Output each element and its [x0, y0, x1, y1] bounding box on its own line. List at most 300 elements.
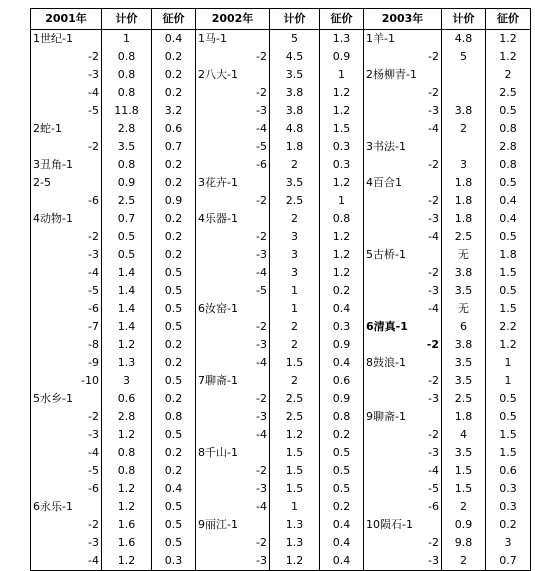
- item-name-2003: 6清真-1: [364, 318, 442, 336]
- item-name-2002: -4: [196, 426, 270, 444]
- item-name-2001: 3丑角-1: [31, 156, 102, 174]
- levy-2003: 1.2: [486, 48, 531, 66]
- item-name-2001: 1世纪-1: [31, 30, 102, 49]
- levy-2002: 0.5: [320, 462, 364, 480]
- levy-2003: 0.8: [486, 156, 531, 174]
- levy-2001: 0.5: [152, 282, 196, 300]
- levy-2002: 0.9: [320, 48, 364, 66]
- item-name-2003: -2: [364, 426, 442, 444]
- price-2003: 3.8: [442, 264, 486, 282]
- price-2002: 1.5: [270, 462, 320, 480]
- levy-2003: 1.5: [486, 264, 531, 282]
- price-2001: 2.8: [102, 408, 152, 426]
- item-name-2003: -2: [364, 156, 442, 174]
- price-2003: 1.5: [442, 462, 486, 480]
- year-2003-header: 2003年: [364, 9, 442, 30]
- levy-2002: 1.2: [320, 102, 364, 120]
- item-name-2002: -2: [196, 462, 270, 480]
- item-name-2001: 2蛇-1: [31, 120, 102, 138]
- price-2002: 2.5: [270, 390, 320, 408]
- table-row: [31, 372, 531, 390]
- levy-2002: 0.4: [320, 354, 364, 372]
- price-2003: 1.8: [442, 408, 486, 426]
- item-name-2002: 7聊斋-1: [196, 372, 270, 390]
- item-name-2001: -4: [31, 444, 102, 462]
- levy-2003: 1: [486, 372, 531, 390]
- price-2001: 0.5: [102, 246, 152, 264]
- table-row: [31, 300, 531, 318]
- price-2003: 9.8: [442, 534, 486, 552]
- price-2003: 3.5: [442, 354, 486, 372]
- levy-2001: 0.2: [152, 66, 196, 84]
- price-2002: 1: [270, 498, 320, 516]
- item-name-2001: 4动物-1: [31, 210, 102, 228]
- table-row: [31, 120, 531, 138]
- table-row: [31, 462, 531, 480]
- levy-2002: 0.9: [320, 336, 364, 354]
- item-name-2002: -2: [196, 390, 270, 408]
- item-name-2002: 2八大-1: [196, 66, 270, 84]
- price-2003: 3.5: [442, 372, 486, 390]
- item-name-2002: -2: [196, 318, 270, 336]
- levy-2002: 1: [320, 66, 364, 84]
- item-name-2002: -2: [196, 228, 270, 246]
- levy-2002: 1.2: [320, 84, 364, 102]
- levy-2001: 0.2: [152, 84, 196, 102]
- levy-2001: 0.5: [152, 516, 196, 534]
- item-name-2001: 5水乡-1: [31, 390, 102, 408]
- item-name-2003: -3: [364, 210, 442, 228]
- table-row: [31, 138, 531, 156]
- levy-2002: 0.4: [320, 516, 364, 534]
- price-2002: 1.2: [270, 426, 320, 444]
- item-name-2001: -2: [31, 516, 102, 534]
- table-row: [31, 30, 531, 49]
- levy-2002: 1.3: [320, 30, 364, 49]
- item-name-2001: -6: [31, 192, 102, 210]
- levy-2003: 0.4: [486, 192, 531, 210]
- item-name-2002: 8千山-1: [196, 444, 270, 462]
- levy-2002: 0.2: [320, 498, 364, 516]
- item-name-2003: -2: [364, 192, 442, 210]
- price-2002: 4.8: [270, 120, 320, 138]
- levy-2002: 1: [320, 192, 364, 210]
- price-2003: [442, 84, 486, 102]
- levy-2002: 0.5: [320, 444, 364, 462]
- item-name-2003: 8鼓浪-1: [364, 354, 442, 372]
- levy-2003: 0.6: [486, 462, 531, 480]
- price-2002: 1.5: [270, 354, 320, 372]
- table-row: [31, 156, 531, 174]
- item-name-2002: -4: [196, 498, 270, 516]
- levy-2003: 1.2: [486, 30, 531, 49]
- price-2003: 3.8: [442, 102, 486, 120]
- table-row: [31, 390, 531, 408]
- item-name-2003: -2: [364, 264, 442, 282]
- table-row: [31, 444, 531, 462]
- price-2003: 1.8: [442, 210, 486, 228]
- price-2001: 0.6: [102, 390, 152, 408]
- price-2002: 1: [270, 282, 320, 300]
- price-2001: 11.8: [102, 102, 152, 120]
- levy-2002: 0.4: [320, 534, 364, 552]
- price-2002: 3.5: [270, 66, 320, 84]
- levy-2001: 0.5: [152, 498, 196, 516]
- item-name-2003: 5古桥-1: [364, 246, 442, 264]
- item-name-2003: -3: [364, 102, 442, 120]
- levy-2003: 2.8: [486, 138, 531, 156]
- levy-2001: 0.2: [152, 174, 196, 192]
- price-2002: 2.5: [270, 192, 320, 210]
- item-name-2003: -6: [364, 498, 442, 516]
- table-row: [31, 408, 531, 426]
- levy-2001: 0.4: [152, 480, 196, 498]
- levy-2001: 0.2: [152, 390, 196, 408]
- item-name-2001: -4: [31, 552, 102, 571]
- levy-2003: 0.5: [486, 174, 531, 192]
- price-2003: 无: [442, 246, 486, 264]
- item-name-2002: 6汝窑-1: [196, 300, 270, 318]
- price-2001: 1.6: [102, 516, 152, 534]
- levy-2003: 2.2: [486, 318, 531, 336]
- price-2001: 1.2: [102, 426, 152, 444]
- year-2002-header: 2002年: [196, 9, 270, 30]
- levy-2003: 0.5: [486, 282, 531, 300]
- levy-2001: 3.2: [152, 102, 196, 120]
- price-2002: 1: [270, 300, 320, 318]
- table-row: [31, 192, 531, 210]
- levy-2003: 0.5: [486, 228, 531, 246]
- levy-2002: 0.3: [320, 156, 364, 174]
- levy-2001: 0.5: [152, 318, 196, 336]
- price-2003: 2: [442, 120, 486, 138]
- item-name-2003: -3: [364, 552, 442, 571]
- levy-2003: 1: [486, 354, 531, 372]
- item-name-2003: 9聊斋-1: [364, 408, 442, 426]
- table-row: [31, 516, 531, 534]
- item-name-2001: -3: [31, 534, 102, 552]
- price-2001: 3.5: [102, 138, 152, 156]
- price-2002: 1.3: [270, 534, 320, 552]
- table-row: [31, 174, 531, 192]
- levy-2001: 0.2: [152, 444, 196, 462]
- price-2003: 2.5: [442, 390, 486, 408]
- price-2002: 2.5: [270, 408, 320, 426]
- levy-2003: 0.2: [486, 516, 531, 534]
- price-2001: 0.8: [102, 156, 152, 174]
- price-2001: 0.8: [102, 444, 152, 462]
- levy-2003: 1.5: [486, 444, 531, 462]
- item-name-2002: 3花卉-1: [196, 174, 270, 192]
- table-row: [31, 480, 531, 498]
- levy-2003: 2.5: [486, 84, 531, 102]
- levy-2002: 0.8: [320, 408, 364, 426]
- item-name-2003: 4百合1: [364, 174, 442, 192]
- item-name-2003: -2: [364, 372, 442, 390]
- price-2001: 1: [102, 30, 152, 49]
- table-row: [31, 48, 531, 66]
- levy-2001: 0.8: [152, 408, 196, 426]
- levy-2001: 0.2: [152, 156, 196, 174]
- item-name-2002: -3: [196, 408, 270, 426]
- table-row: [31, 84, 531, 102]
- price-2001: 1.3: [102, 354, 152, 372]
- price-2001: 0.7: [102, 210, 152, 228]
- levy-2001: 0.2: [152, 336, 196, 354]
- item-name-2002: -5: [196, 138, 270, 156]
- levy-2003: 1.5: [486, 426, 531, 444]
- levy-2003: 3: [486, 534, 531, 552]
- price-2003: 3.5: [442, 444, 486, 462]
- price-2002: 2: [270, 210, 320, 228]
- price-2003: 2: [442, 552, 486, 571]
- price-2001: 2.5: [102, 192, 152, 210]
- header-row: [31, 9, 531, 30]
- price-2001: 1.4: [102, 282, 152, 300]
- levy-2002: 0.4: [320, 552, 364, 571]
- price-2001: 1.2: [102, 552, 152, 571]
- item-name-2003: -3: [364, 282, 442, 300]
- item-name-2001: -6: [31, 300, 102, 318]
- item-name-2002: 9丽江-1: [196, 516, 270, 534]
- levy-2002-header: 征价: [320, 9, 364, 30]
- levy-2002: 1.2: [320, 174, 364, 192]
- levy-2001: 0.5: [152, 300, 196, 318]
- price-2001: 0.8: [102, 462, 152, 480]
- levy-2002: 0.3: [320, 138, 364, 156]
- price-2003: [442, 66, 486, 84]
- item-name-2001: -2: [31, 408, 102, 426]
- item-name-2001: -4: [31, 84, 102, 102]
- levy-2001: 0.4: [152, 30, 196, 49]
- table-row: [31, 264, 531, 282]
- item-name-2002: -3: [196, 102, 270, 120]
- item-name-2002: -2: [196, 534, 270, 552]
- item-name-2001: -2: [31, 228, 102, 246]
- levy-2003-header: 征价: [486, 9, 531, 30]
- year-2001-header: 2001年: [31, 9, 102, 30]
- levy-2003: 0.5: [486, 102, 531, 120]
- price-2001: 0.8: [102, 84, 152, 102]
- item-name-2002: -6: [196, 156, 270, 174]
- levy-2002: 0.2: [320, 426, 364, 444]
- levy-2003: 1.8: [486, 246, 531, 264]
- price-2002: 5: [270, 30, 320, 49]
- price-2002: 1.2: [270, 552, 320, 571]
- item-name-2003: -3: [364, 390, 442, 408]
- table-row: [31, 426, 531, 444]
- price-2002: 3: [270, 228, 320, 246]
- levy-2002: 0.2: [320, 282, 364, 300]
- price-2002: 2: [270, 336, 320, 354]
- levy-2001: 0.2: [152, 228, 196, 246]
- price-2001: 1.2: [102, 498, 152, 516]
- levy-2003: 0.5: [486, 390, 531, 408]
- item-name-2001: -7: [31, 318, 102, 336]
- levy-2001: 0.2: [152, 48, 196, 66]
- levy-2002: 0.6: [320, 372, 364, 390]
- item-name-2001: -3: [31, 66, 102, 84]
- levy-2001: 0.2: [152, 462, 196, 480]
- price-2003: 1.8: [442, 174, 486, 192]
- levy-2003: 0.3: [486, 498, 531, 516]
- item-name-2002: 1马-1: [196, 30, 270, 49]
- levy-2001: 0.2: [152, 354, 196, 372]
- price-2001: 1.2: [102, 480, 152, 498]
- levy-2002: 0.9: [320, 390, 364, 408]
- price-2003: 0.9: [442, 516, 486, 534]
- levy-2001: 0.2: [152, 210, 196, 228]
- item-name-2003: -4: [364, 228, 442, 246]
- item-name-2003: -3: [364, 444, 442, 462]
- price-2003-header: 计价: [442, 9, 486, 30]
- price-2002: 1.8: [270, 138, 320, 156]
- price-2001: 0.9: [102, 174, 152, 192]
- item-name-2002: -2: [196, 192, 270, 210]
- item-name-2002: -3: [196, 246, 270, 264]
- price-2003: 3: [442, 156, 486, 174]
- table-row: [31, 282, 531, 300]
- table-row: [31, 228, 531, 246]
- levy-2002: 0.8: [320, 210, 364, 228]
- price-2002: 1.5: [270, 480, 320, 498]
- item-name-2002: -5: [196, 282, 270, 300]
- item-name-2003: -4: [364, 300, 442, 318]
- item-name-2001: -3: [31, 246, 102, 264]
- levy-2003: 0.4: [486, 210, 531, 228]
- table-row: [31, 552, 531, 571]
- price-2002: 2: [270, 156, 320, 174]
- item-name-2003: -4: [364, 462, 442, 480]
- item-name-2002: -2: [196, 48, 270, 66]
- levy-2003: 2: [486, 66, 531, 84]
- levy-2002: 1.2: [320, 264, 364, 282]
- item-name-2003: -2: [364, 336, 442, 354]
- levy-2001: 0.3: [152, 552, 196, 571]
- price-2001: 0.5: [102, 228, 152, 246]
- price-2003: 3.8: [442, 336, 486, 354]
- price-2002: 2: [270, 372, 320, 390]
- price-2002: 3.5: [270, 174, 320, 192]
- price-2001: 1.6: [102, 534, 152, 552]
- item-name-2003: -5: [364, 480, 442, 498]
- table-row: [31, 246, 531, 264]
- item-name-2001: 6永乐-1: [31, 498, 102, 516]
- price-2003: 无: [442, 300, 486, 318]
- item-name-2002: -3: [196, 336, 270, 354]
- item-name-2003: 10陨石-1: [364, 516, 442, 534]
- item-name-2002: 4乐器-1: [196, 210, 270, 228]
- table-row: [31, 498, 531, 516]
- table-row: [31, 534, 531, 552]
- item-name-2001: -5: [31, 282, 102, 300]
- item-name-2002: -4: [196, 354, 270, 372]
- price-2003: 4: [442, 426, 486, 444]
- levy-2002: 1.2: [320, 246, 364, 264]
- levy-2003: 0.5: [486, 408, 531, 426]
- table-row: [31, 210, 531, 228]
- table-row: [31, 354, 531, 372]
- price-2002: 1.5: [270, 444, 320, 462]
- item-name-2001: 2-5: [31, 174, 102, 192]
- price-2002-header: 计价: [270, 9, 320, 30]
- item-name-2002: -3: [196, 552, 270, 571]
- price-2003: 4.8: [442, 30, 486, 49]
- item-name-2001: -4: [31, 264, 102, 282]
- price-2002: 3: [270, 264, 320, 282]
- item-name-2002: -4: [196, 120, 270, 138]
- price-2001: 1.4: [102, 300, 152, 318]
- stamp-price-table: [30, 8, 531, 571]
- price-2002: 3.8: [270, 102, 320, 120]
- price-2003: 1.8: [442, 192, 486, 210]
- price-2002: 2: [270, 318, 320, 336]
- levy-2002: 0.3: [320, 318, 364, 336]
- item-name-2003: -2: [364, 48, 442, 66]
- price-2003: [442, 138, 486, 156]
- item-name-2001: -5: [31, 102, 102, 120]
- item-name-2003: -4: [364, 120, 442, 138]
- item-name-2002: -2: [196, 84, 270, 102]
- levy-2001: 0.5: [152, 426, 196, 444]
- price-2003: 1.5: [442, 480, 486, 498]
- price-2001: 1.4: [102, 264, 152, 282]
- table-body: [31, 30, 531, 571]
- levy-2001: 0.5: [152, 372, 196, 390]
- levy-2002: 0.5: [320, 480, 364, 498]
- levy-2003: 1.5: [486, 300, 531, 318]
- levy-2001: 0.7: [152, 138, 196, 156]
- item-name-2001: -10: [31, 372, 102, 390]
- table-row: [31, 336, 531, 354]
- price-2001: 1.2: [102, 336, 152, 354]
- item-name-2003: -2: [364, 534, 442, 552]
- item-name-2002: -3: [196, 480, 270, 498]
- item-name-2001: -6: [31, 480, 102, 498]
- price-2003: 2: [442, 498, 486, 516]
- item-name-2003: 1羊-1: [364, 30, 442, 49]
- item-name-2003: -2: [364, 84, 442, 102]
- levy-2002: 0.4: [320, 300, 364, 318]
- levy-2001: 0.2: [152, 246, 196, 264]
- item-name-2001: -3: [31, 426, 102, 444]
- price-2001: 3: [102, 372, 152, 390]
- price-2001: 2.8: [102, 120, 152, 138]
- levy-2002: 1.2: [320, 228, 364, 246]
- levy-2001-header: 征价: [152, 9, 196, 30]
- price-2003: 6: [442, 318, 486, 336]
- levy-2001: 0.6: [152, 120, 196, 138]
- price-2002: 3: [270, 246, 320, 264]
- table-row: [31, 66, 531, 84]
- levy-2003: 0.8: [486, 120, 531, 138]
- price-2002: 1.3: [270, 516, 320, 534]
- price-2001: 1.4: [102, 318, 152, 336]
- item-name-2003: 3书法-1: [364, 138, 442, 156]
- item-name-2001: -8: [31, 336, 102, 354]
- price-2003: 5: [442, 48, 486, 66]
- table-row: [31, 318, 531, 336]
- price-2001: 0.8: [102, 66, 152, 84]
- price-table-container: [30, 8, 531, 571]
- item-name-2003: 2杨柳青-1: [364, 66, 442, 84]
- levy-2003: 0.3: [486, 480, 531, 498]
- levy-2002: 1.5: [320, 120, 364, 138]
- price-2002: 4.5: [270, 48, 320, 66]
- item-name-2001: -9: [31, 354, 102, 372]
- levy-2003: 0.7: [486, 552, 531, 571]
- levy-2001: 0.5: [152, 264, 196, 282]
